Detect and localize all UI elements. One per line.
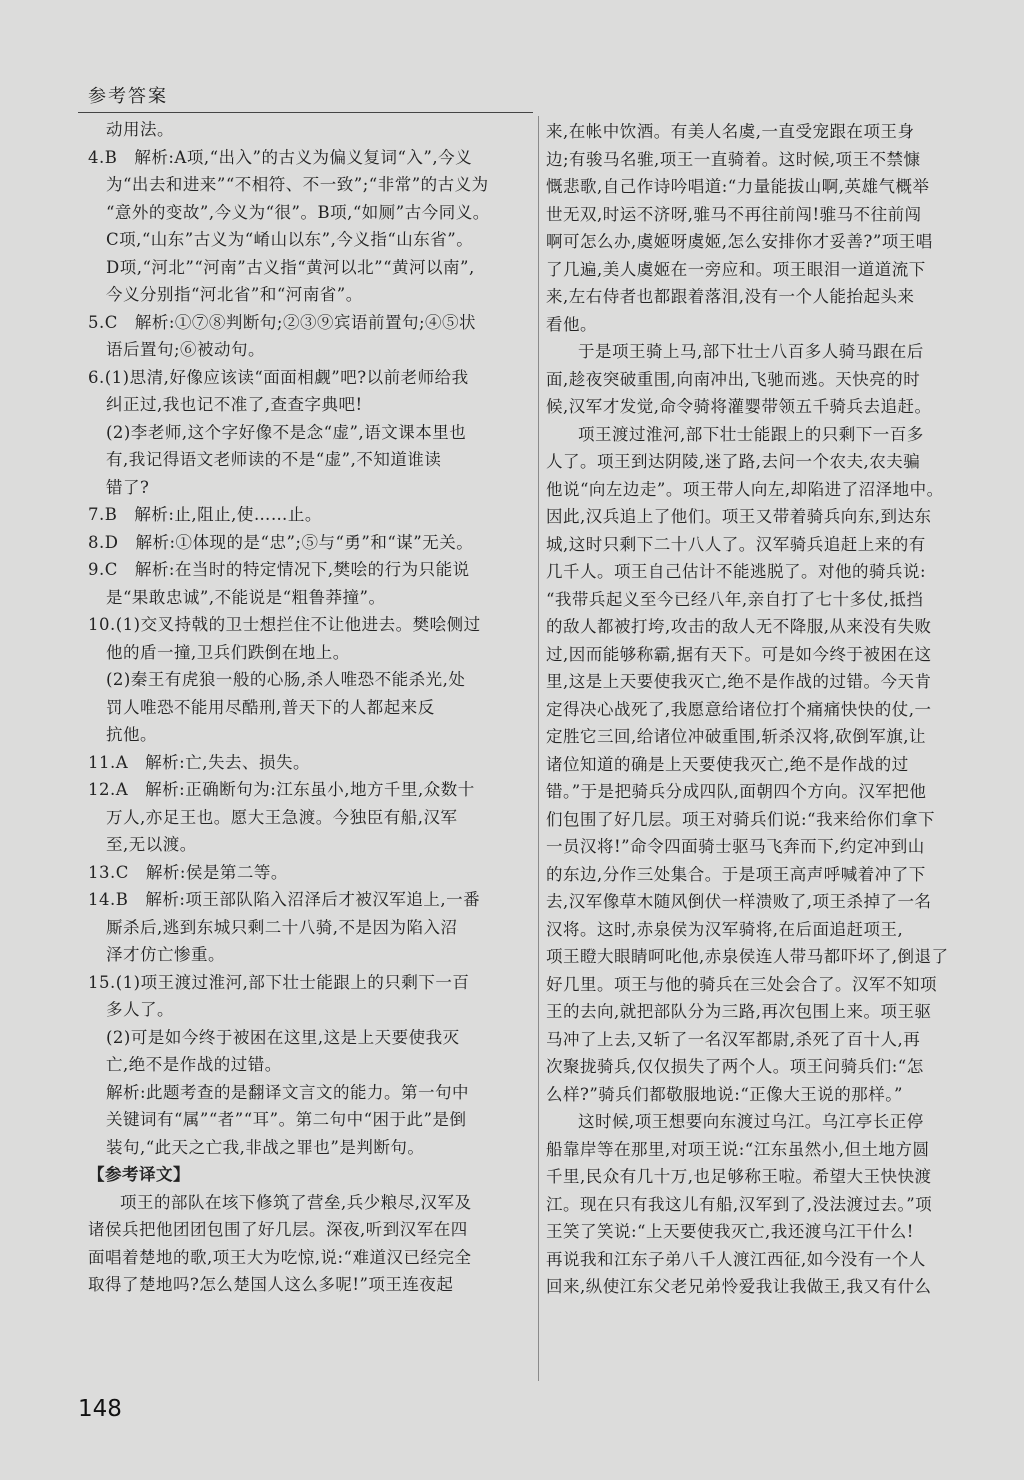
text-line: 至,无以渡。 — [106, 835, 197, 854]
text-line: 一员汉将!”命令四面骑士驱马飞奔而下,约定冲到山 — [546, 837, 925, 856]
text-line: 定胜它三回,给诸位冲破重围,斩杀汉将,砍倒军旗,让 — [546, 727, 926, 746]
header-rule — [78, 112, 533, 113]
text-line: 了几遍,美人虞姬在一旁应和。项王眼泪一道道流下 — [546, 259, 926, 279]
text-line: 解析:此题考查的是翻译文言文的能力。第一句中 — [106, 1082, 470, 1102]
text-line: 过,因而能够称霸,据有天下。可是如今终于被困在这 — [546, 644, 932, 664]
text-line: 厮杀后,逃到东城只剩二十八骑,不是因为陷入沼 — [106, 917, 458, 937]
text-line: 14.B 解析:项王部队陷入沼泽后才被汉军追上,一番 — [88, 890, 481, 909]
text-line: C项,“山东”古义为“崤山以东”,今义指“山东省”。 — [106, 230, 474, 249]
text-line: 关键词有“属”“者”“耳”。第二句中“困于此”是倒 — [106, 1110, 467, 1129]
text-line: 12.A 解析:正确断句为:江东虽小,地方千里,众数十 — [88, 780, 475, 799]
text-line: 泽才仿亡惨重。 — [106, 945, 225, 964]
left-column — [88, 116, 528, 1299]
text-line: 装句,“此天之亡我,非战之罪也”是判断句。 — [106, 1137, 425, 1157]
text-line: 10.(1)交叉持戟的卫士想拦住不让他进去。樊哙侧过 — [88, 615, 481, 634]
text-line: (2)秦王有虎狼一般的心肠,杀人唯恐不能杀光,处 — [106, 670, 466, 689]
text-line: “我带兵起义至今已经八年,亲自打了七十多仗,抵挡 — [546, 589, 924, 609]
text-line: 错。”于是把骑兵分成四队,面朝四个方向。汉军把他 — [546, 782, 927, 801]
text-line: 错了? — [106, 477, 150, 497]
text-line: 城,这时只剩下二十八人了。汉军骑兵追赶上来的有 — [546, 534, 926, 554]
text-line: 7.B 解析:止,阻止,使……止。 — [88, 505, 322, 524]
text-line: 世无双,时运不济呀,骓马不再往前闯!骓马不往前闯 — [546, 204, 922, 224]
text-line: 面,趁夜突破重围,向南冲出,飞驰而逃。天快亮的时 — [546, 369, 921, 389]
text-line: 他说“向左边走”。项王带人向左,却陷进了沼泽地中。 — [546, 479, 944, 499]
text-line: 来,在帐中饮酒。有美人名虞,一直受宠跟在项王身 — [546, 122, 915, 141]
text-line: 诸侯兵把他团团包围了好几层。深夜,听到汉军在四 — [88, 1220, 468, 1239]
text-line: 多人了。 — [106, 1000, 174, 1019]
text-line: 纠正过,我也记不准了,查查字典吧! — [106, 395, 363, 414]
text-line: 4.B 解析:A项,“出入”的古义为偏义复词“入”,今义 — [88, 147, 473, 167]
text-line: 6.(1)思清,好像应该读“面面相觑”吧?以前老师给我 — [88, 367, 469, 387]
text-line: 5.C 解析:①⑦⑧判断句;②③⑨宾语前置句;④⑤状 — [88, 312, 477, 332]
text-line: 江。现在只有我这儿有船,汉军到了,没法渡过去。”项 — [546, 1194, 933, 1214]
text-line: 来,左右侍者也都跟着落泪,没有一个人能抬起头来 — [546, 287, 915, 306]
text-line: 次聚拢骑兵,仅仅损失了两个人。项王问骑兵们:“怎 — [546, 1057, 924, 1076]
text-line: 船靠岸等在那里,对项王说:“江东虽然小,但土地方圆 — [546, 1139, 930, 1159]
text-line: 边;有骏马名骓,项王一直骑着。这时候,项王不禁慷 — [546, 149, 921, 169]
text-line: 13.C 解析:侯是第二等。 — [88, 862, 288, 882]
text-line: 有,我记得语文老师读的不是“虚”,不知道谁读 — [106, 450, 442, 469]
text-line: 候,汉军才发觉,命令骑将灌婴带领五千骑兵去追赶。 — [546, 397, 932, 416]
right-column — [546, 118, 988, 1301]
text-line: 于是项王骑上马,部下壮士八百多人骑马跟在后 — [578, 342, 924, 361]
text-line: 看他。 — [546, 314, 597, 334]
text-line: 项王渡过淮河,部下壮士能跟上的只剩下一百多 — [578, 424, 924, 444]
text-line: 15.(1)项王渡过淮河,部下壮士能跟上的只剩下一百 — [88, 972, 470, 992]
text-line: 取得了楚地吗?怎么楚国人这么多呢!”项王连夜起 — [88, 1275, 454, 1294]
text-line: 回来,纵使江东父老兄弟怜爱我让我做王,我又有什么 — [546, 1277, 932, 1296]
text-line: 去,汉军像草木随风倒伏一样溃败了,项王杀掉了一名 — [546, 892, 932, 911]
text-line: 8.D 解析:①体现的是“忠”;⑤与“勇”和“谋”无关。 — [88, 532, 474, 552]
text-line: 面唱着楚地的歌,项王大为吃惊,说:“难道汉已经完全 — [88, 1247, 472, 1267]
text-line: 啊可怎么办,虞姬呀虞姬,怎么安排你才妥善?”项王唱 — [546, 232, 933, 251]
text-line: 项王瞪大眼睛呵叱他,赤泉侯连人带马都吓坏了,倒退了 — [546, 947, 949, 966]
text-line: 的东边,分作三处集合。于是项王高声呼喊着冲了下 — [546, 864, 926, 884]
text-line: 今义分别指“河北省”和“河南省”。 — [106, 285, 363, 304]
text-line: “意外的变故”,今义为“很”。B项,“如厕”古今同义。 — [106, 202, 490, 222]
text-line: 么样?”骑兵们都敬服地说:“正像大王说的那样。” — [546, 1084, 903, 1104]
text-line: 们包围了好几层。项王对骑兵们说:“我来给你们拿下 — [546, 809, 935, 829]
text-line: 动用法。 — [106, 120, 174, 139]
text-line: 汉将。这时,赤泉侯为汉军骑将,在后面追赶项王, — [546, 919, 904, 939]
text-line: 的敌人都被打垮,攻击的敌人无不降服,从来没有失败 — [546, 617, 932, 636]
text-line: 好几里。项王与他的骑兵在三处会合了。汉军不知项 — [546, 974, 937, 994]
page-number: 148 — [78, 1396, 122, 1422]
text-line: 11.A 解析:亡,失去、损失。 — [88, 752, 310, 772]
text-line: 定得决心战死了,我愿意给诸位打个痛痛快快的仗,一 — [546, 699, 932, 719]
text-line: 他的盾一撞,卫兵们跌倒在地上。 — [106, 642, 350, 662]
text-line: 因此,汉兵追上了他们。项王又带着骑兵向东,到达东 — [546, 507, 932, 526]
column-divider — [538, 116, 539, 1381]
page-header-title: 参考答案 — [88, 86, 168, 107]
text-line: 慨悲歌,自己作诗吟唱道:“力量能拔山啊,英雄气概举 — [546, 177, 930, 196]
text-line: 是“果敢忠诚”,不能说是“粗鲁莽撞”。 — [106, 587, 386, 607]
text-line: 再说我和江东子弟八千人渡江西征,如今没有一个人 — [546, 1249, 926, 1269]
text-line: 王的去向,就把部队分为三路,再次包围上来。项王驱 — [546, 1002, 932, 1021]
text-line: 千里,民众有几十万,也足够称王啦。希望大王快快渡 — [546, 1167, 932, 1186]
text-line: (2)可是如今终于被困在这里,这是上天要使我灭 — [106, 1027, 460, 1047]
text-line: 几千人。项王自己估计不能逃脱了。对他的骑兵说: — [546, 562, 927, 581]
reference-translation-heading: 【参考译文】 — [88, 1165, 190, 1184]
text-line: 抗他。 — [106, 725, 157, 744]
text-line: 万人,亦足王也。愿大王急渡。今独臣有船,汉军 — [106, 807, 458, 827]
text-line: 亡,绝不是作战的过错。 — [106, 1055, 282, 1074]
text-line: 王笑了笑说:“上天要使我灭亡,我还渡乌江干什么! — [546, 1222, 914, 1241]
text-line: 罚人唯恐不能用尽酷刑,普天下的人都起来反 — [106, 697, 435, 717]
text-line: 为“出去和进来”“不相符、不一致”;“非常”的古义为 — [106, 175, 489, 194]
text-line: 这时候,项王想要向东渡过乌江。乌江亭长正停 — [578, 1112, 924, 1131]
text-line: 马冲了上去,又斩了一名汉军都尉,杀死了百十人,再 — [546, 1029, 921, 1049]
text-line: 诸位知道的确是上天要使我灭亡,绝不是作战的过 — [546, 754, 909, 774]
text-line: 语后置句;⑥被动句。 — [106, 340, 266, 359]
text-line: 里,这是上天要使我灭亡,绝不是作战的过错。今天肯 — [546, 672, 932, 691]
section-heading — [88, 1161, 528, 1189]
text-line: 人了。项王到达阴陵,迷了路,去问一个农夫,农夫骗 — [546, 452, 921, 471]
text-line: 项王的部队在垓下修筑了营垒,兵少粮尽,汉军及 — [120, 1192, 472, 1212]
text-line: (2)李老师,这个字好像不是念“虚”,语文课本里也 — [106, 422, 467, 442]
text-line: D项,“河北”“河南”古义指“黄河以北”“黄河以南”, — [106, 257, 475, 277]
text-line: 9.C 解析:在当时的特定情况下,樊哙的行为只能说 — [88, 560, 470, 579]
